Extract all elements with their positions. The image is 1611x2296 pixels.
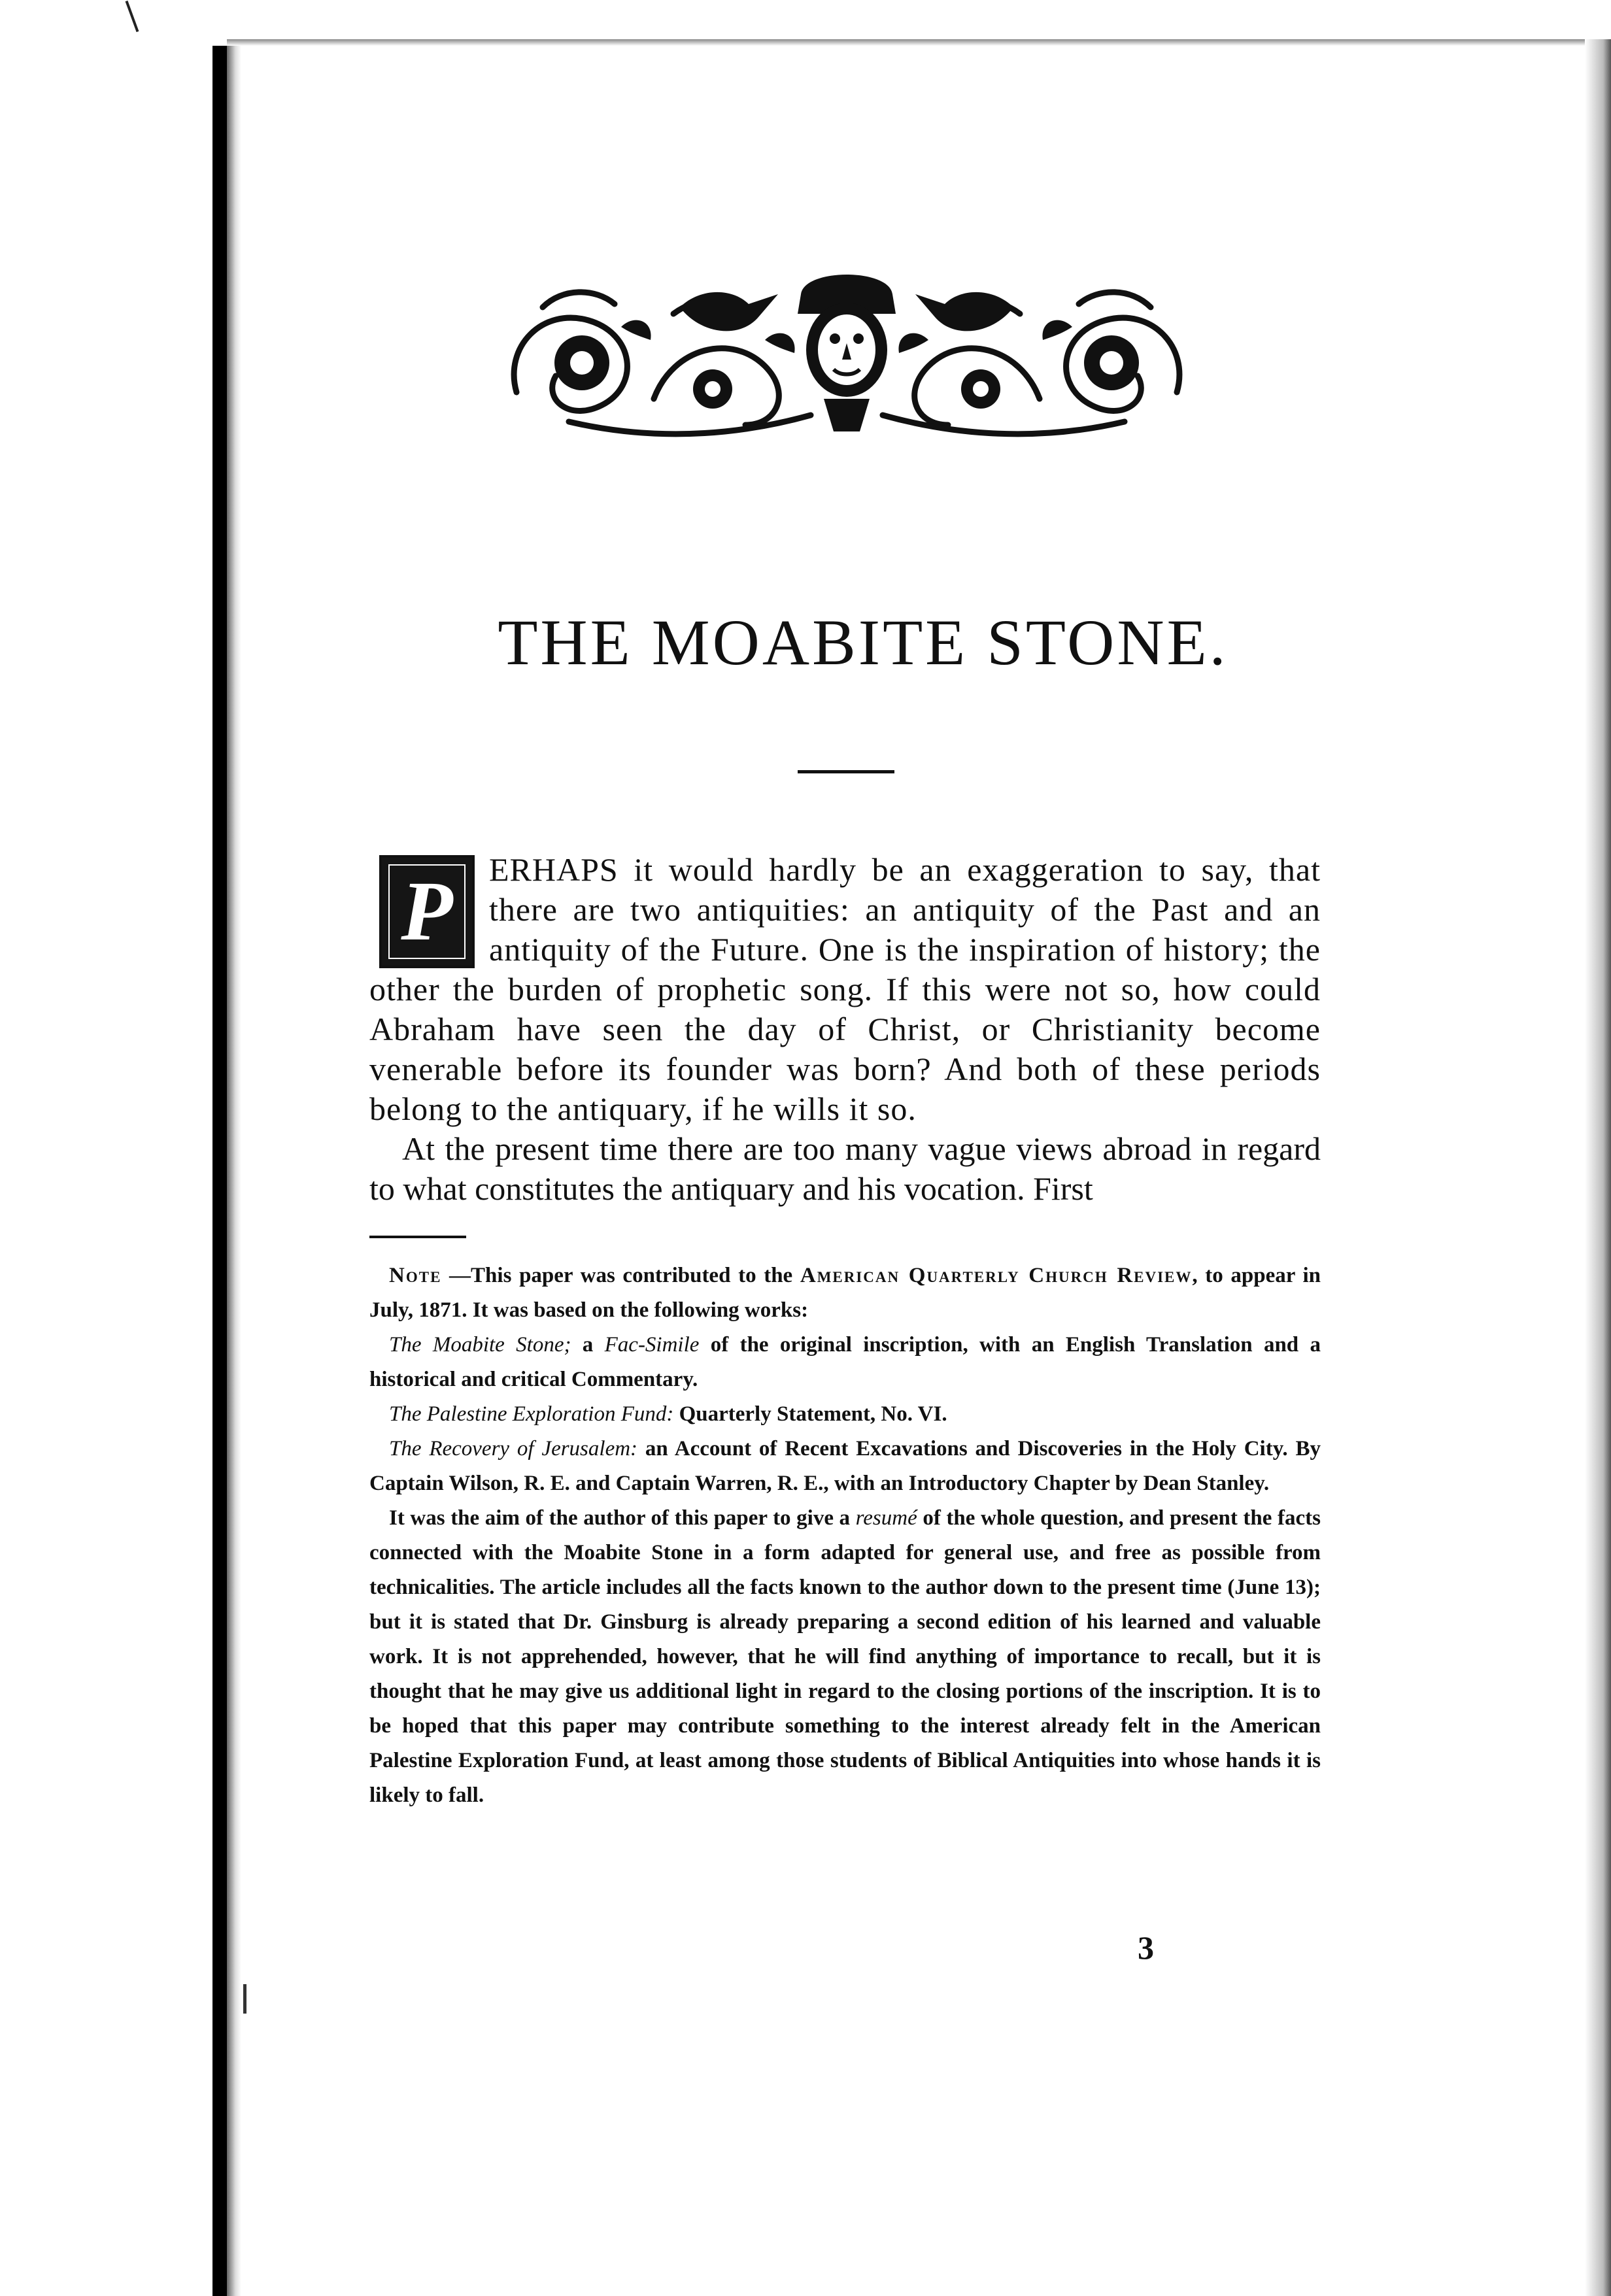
note-text-2: , to appear in July, 1871. It was based on the following works: bbox=[369, 1264, 1321, 1322]
footnote-work-3 bbox=[369, 1432, 1321, 1501]
work-2-title: The Palestine Exploration Fund: bbox=[389, 1402, 674, 1426]
paragraph-1-text: ERHAPS it would hardly be an exaggeration to say, that there are two antiquities: an antiquity of the Past and an antiquity of the Future. One is the inspiration of history; the other the burden of prophetic song. If this were not so, how could Abraham have seen the day of Christ, or Christianity become venerable before its founder was born? And both of these periods belong to the antiquary, if he wills it so. bbox=[369, 851, 1321, 1127]
page-number: 3 bbox=[1138, 1929, 1154, 1966]
note-label: Note bbox=[389, 1264, 442, 1287]
page-title: THE MOABITE STONE. bbox=[498, 606, 1229, 679]
work-2-rest: Quarterly Statement, No. VI. bbox=[673, 1402, 947, 1426]
closing-text-1: It was the aim of the author of this paper to give a bbox=[389, 1506, 856, 1530]
work-1-title: The Moabite Stone; bbox=[389, 1333, 571, 1357]
title-rule bbox=[798, 770, 894, 773]
work-1-facsimile: Fac-Simile bbox=[604, 1333, 700, 1357]
work-1-rest: of the original inscription, with an English Translation and a historical and critical Commentary. bbox=[369, 1333, 1321, 1391]
footnote-rule bbox=[369, 1236, 466, 1238]
top-page-edge bbox=[227, 39, 1611, 46]
work-3-rest: an Account of Recent Excavations and Discoveries in the Holy City. By Captain Wilson, R. E. and Captain Warren, R. E., with an Introductory Chapter by Dean Stanley. bbox=[369, 1437, 1321, 1495]
paragraph-1 bbox=[369, 850, 1321, 1129]
right-page-edge bbox=[1585, 39, 1611, 2296]
body-text bbox=[369, 850, 1321, 1209]
ornamental-headpiece-icon bbox=[503, 268, 1190, 441]
scan-stray-mark bbox=[243, 1984, 246, 2014]
dropcap-letter: P bbox=[388, 864, 466, 959]
binding-shadow bbox=[227, 39, 241, 2296]
journal-name: American Quarterly Church Review bbox=[800, 1264, 1193, 1287]
footnote bbox=[369, 1258, 1321, 1813]
footnote-note bbox=[369, 1258, 1321, 1328]
paragraph-2: At the present time there are too many vague views abroad in regard to what constitutes the antiquary and his vocation. First bbox=[369, 1130, 1321, 1207]
footnote-closing-paragraph bbox=[369, 1501, 1321, 1813]
work-3-title: The Recovery of Jerusalem: bbox=[389, 1437, 638, 1460]
closing-text-2: of the whole question, and present the facts connected with the Moabite Stone in a form adapted for general use, and free as possible from technicalities. The article includes all the facts known to the author down to the present time (June 13); but it is stated that Dr. Ginsburg is already preparing a second edition of his learned and valuable work. It is not apprehended, however, that he will find anything of importance to recall, but it is thought that he may give us additional light in regard to the closing portions of the inscription. It is to be hoped that this paper may contribute something to the interest already felt in the American Palestine Exploration Fund, at least among those students of Biblical Antiquities into whose hands it is likely to fall. bbox=[369, 1506, 1321, 1807]
resume-word: resumé bbox=[855, 1506, 917, 1530]
footnote-work-1 bbox=[369, 1328, 1321, 1397]
left-page-margin bbox=[0, 0, 196, 2296]
footnote-work-2 bbox=[369, 1397, 1321, 1432]
work-1-a: a bbox=[571, 1333, 605, 1357]
note-text-1: —This paper was contributed to the bbox=[441, 1264, 800, 1287]
binding-edge bbox=[212, 46, 227, 2296]
ornate-dropcap-icon bbox=[379, 855, 475, 968]
